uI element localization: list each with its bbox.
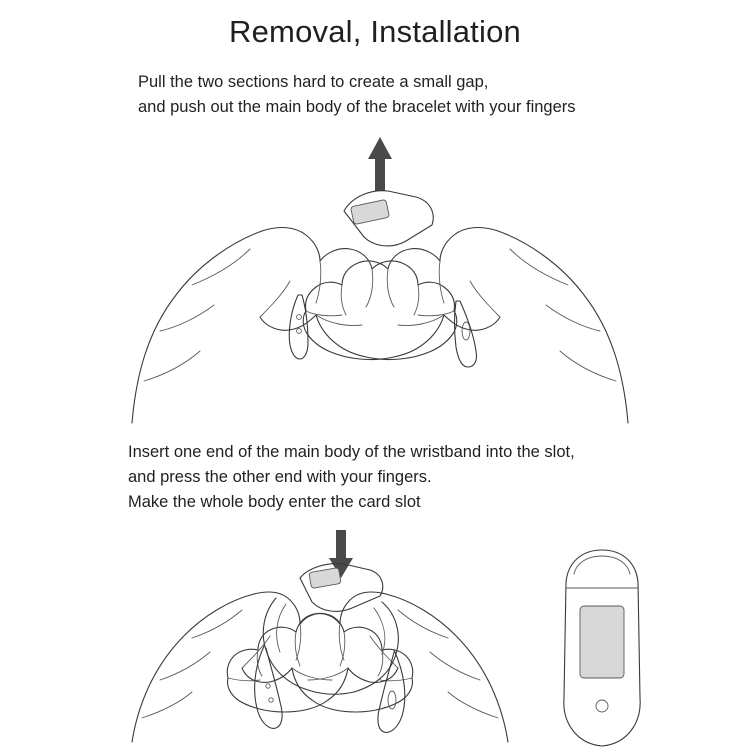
removal-caption-line-1: Pull the two sections hard to create a small gap, (138, 73, 489, 91)
bracelet-front-view (564, 550, 640, 746)
assembled-bracelet-figure (552, 548, 652, 748)
installation-caption-line-3: Make the whole body enter the card slot (128, 493, 421, 511)
right-hand-outline-installation (227, 592, 508, 742)
removal-caption (138, 70, 576, 120)
bracelet-main-body (344, 191, 433, 246)
removal-caption-line-2: and push out the main body of the bracelet with your fingers (138, 98, 576, 116)
page-title: Removal, Installation (229, 14, 521, 49)
removal-illustration (130, 135, 630, 425)
strap-right-end (455, 301, 477, 367)
installation-caption-line-1: Insert one end of the main body of the wristband into the slot, (128, 443, 575, 461)
left-hand-outline-installation (132, 592, 413, 742)
installation-illustration (130, 528, 510, 743)
installation-caption (128, 440, 575, 515)
installation-caption-line-2: and press the other end with your fingers. (128, 468, 432, 486)
up-arrow-icon (368, 137, 392, 191)
